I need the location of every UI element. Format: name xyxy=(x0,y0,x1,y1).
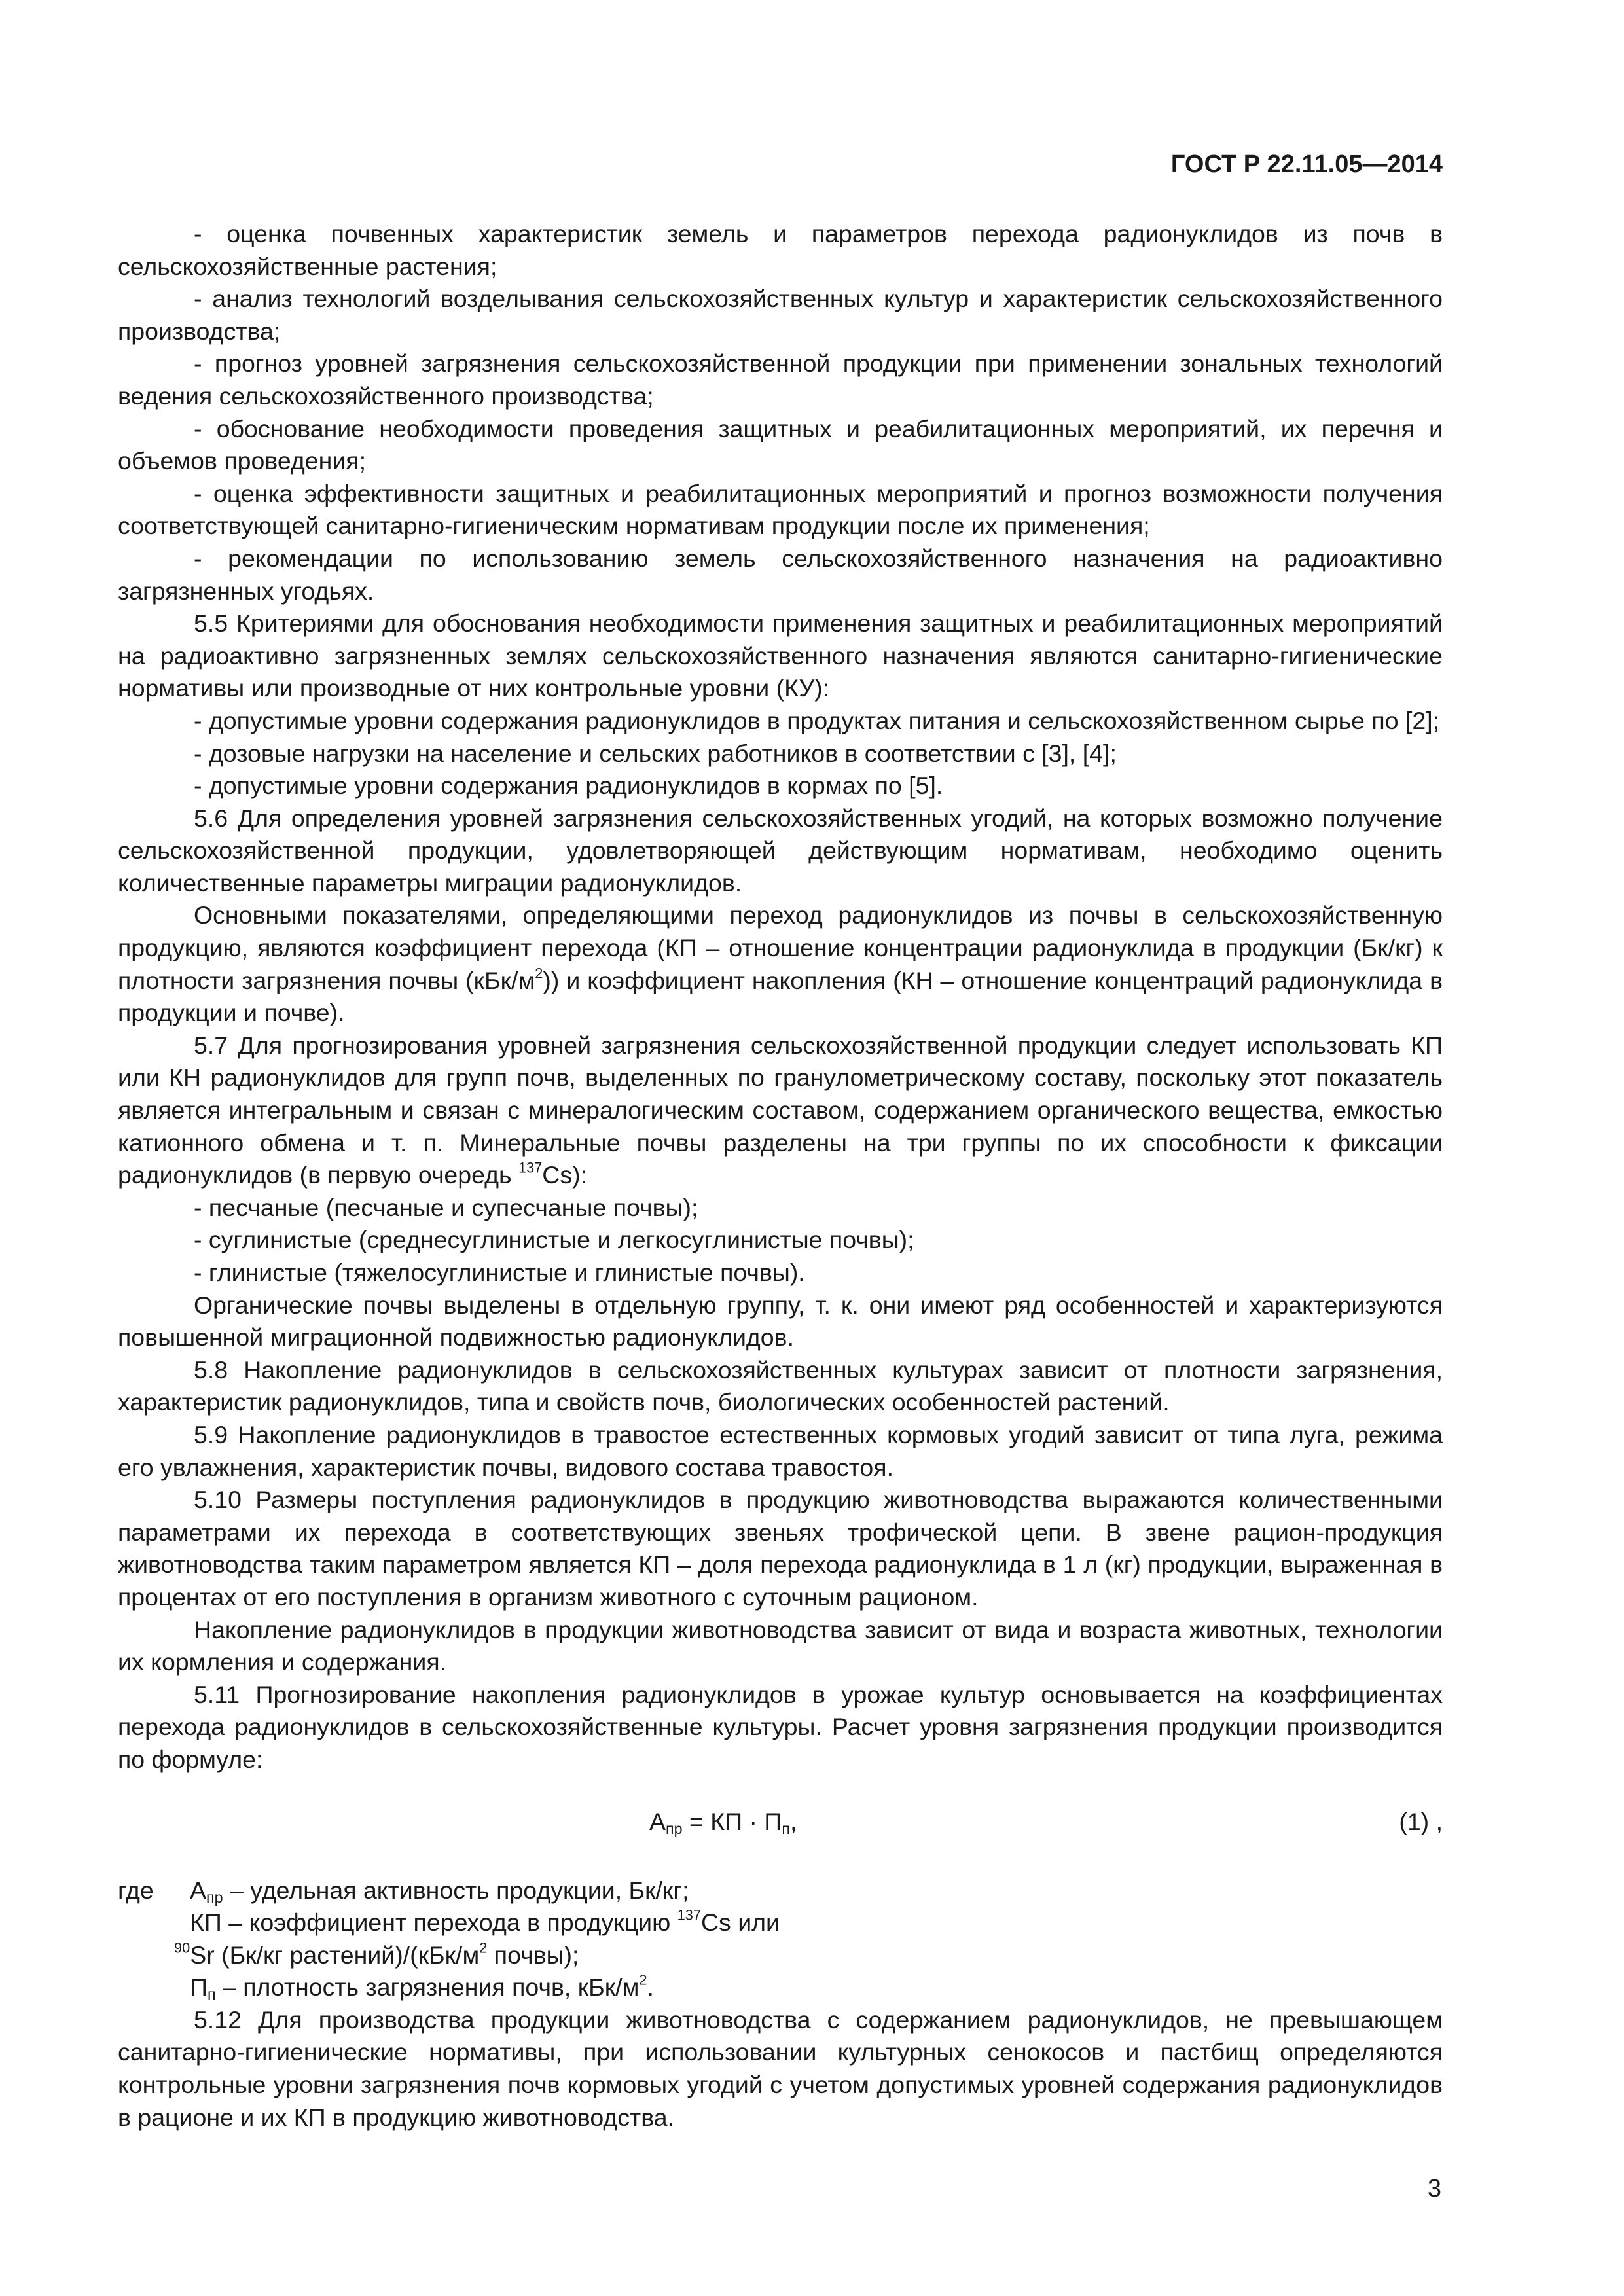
section-5-6-paragraph: 5.6 Для определения уровней загрязнения сельскохозяйственных угодий, на которых возможно получение сельскохозяйственной продукции, удовлетворяющей действующим нормативам, необходимо оценить количественные параметры миграции радионуклидов. xyxy=(118,804,1443,897)
subscript: пр xyxy=(666,1820,683,1837)
legend-text: – удельная активность продукции, Бк/кг; xyxy=(223,1876,689,1904)
legend-text: . xyxy=(647,1973,654,2001)
section-5-9-paragraph: 5.9 Накопление радионуклидов в травостое естественных кормовых угодий зависит от типа луга, режима его увлажнения, характеристик почвы, видового состава травостоя. xyxy=(118,1420,1443,1481)
where-label: где xyxy=(118,1876,154,1904)
section-5-10-paragraph: 5.10 Размеры поступления радионуклидов в продукцию животноводства выражаются количественными параметрами их перехода в соответствующих звеньях трофической цепи. В звене рацион-продукция животноводства таким параметром является КП – доля перехода радионуклида в 1 л (кг) продукции, выраженная в процентах от его поступления в организм животного с суточным рационом. xyxy=(118,1486,1443,1611)
paragraph: - оценка почвенных характеристик земель и параметров перехода радионуклидов из почв в сельскохозяйственные растения; xyxy=(118,220,1443,280)
legend-symbol: П xyxy=(190,1973,208,2001)
legend-line xyxy=(190,1874,1443,1907)
paragraph: - песчаные (песчаные и супесчаные почвы); xyxy=(194,1193,698,1221)
legend-text: – плотность загрязнения почв, кБк/м xyxy=(215,1973,640,2001)
text-run: Основными показателями, определяющими переход радионуклидов из почвы в сельскохозяйственную продукцию, являются коэффициент перехода (КП – отношение концентрации радионуклида в продукции (Бк/кг) к плотности загрязнения почвы (кБк/м xyxy=(118,901,1443,994)
paragraph: - прогноз уровней загрязнения сельскохозяйственной продукции при применении зональных технологий ведения сельскохозяйственного производства; xyxy=(118,350,1443,410)
superscript: 90 xyxy=(174,1939,190,1956)
indicators-paragraph xyxy=(118,899,1443,1029)
paragraph: - обоснование необходимости проведения защитных и реабилитационных мероприятий, их перечня и объемов проведения; xyxy=(118,414,1443,475)
section-5-8-paragraph: 5.8 Накопление радионуклидов в сельскохозяйственных культурах зависит от плотности загрязнения, характеристик радионуклидов, типа и свойств почв, биологических особенностей растений. xyxy=(118,1355,1443,1416)
legend-symbol: А xyxy=(190,1876,207,1904)
section-5-7-paragraph xyxy=(118,1030,1443,1192)
paragraph: - анализ технологий возделывания сельскохозяйственных культур и характеристик сельскохозяйственного производства; xyxy=(118,285,1443,345)
superscript: 2 xyxy=(639,1971,647,1988)
section-5-5-paragraph: 5.5 Критериями для обоснования необходимости применения защитных и реабилитационных мероприятий на радиоактивно загрязненных землях сельскохозяйственного назначения являются санитарно-гигиенические нормативы или производные от них контрольные уровни (КУ): xyxy=(118,609,1443,702)
text-run: Cs): xyxy=(542,1161,588,1189)
legend-text: Cs или xyxy=(700,1909,780,1937)
paragraph: - допустимые уровни содержания радионуклидов в продуктах питания и сельскохозяйственном сырье по [2]; xyxy=(194,706,1440,734)
page-number: 3 xyxy=(1427,2175,1441,2202)
legend-text: почвы); xyxy=(487,1941,579,1969)
paragraph: - рекомендации по использованию земель сельскохозяйственного назначения на радиоактивно загрязненных угодьях. xyxy=(118,544,1443,605)
legend-line xyxy=(190,1907,1443,1939)
paragraph: - дозовые нагрузки на население и сельских работников в соответствии с [3], [4]; xyxy=(194,739,1117,767)
formula-symbol: А xyxy=(649,1807,666,1835)
legend-line xyxy=(190,1971,1443,2004)
text-run: )) и коэффициент накопления (КН – отношение концентраций радионуклида в продукции и почве). xyxy=(118,966,1443,1027)
section-5-11-paragraph: 5.11 Прогнозирование накопления радионуклидов в урожае культур основывается на коэффициентах перехода радионуклидов в сельскохозяйственные культуры. Расчет уровня загрязнения продукции производится по формуле: xyxy=(118,1680,1443,1773)
section-5-12-paragraph: 5.12 Для производства продукции животноводства с содержанием радионуклидов, не превышающем санитарно-гигиенические нормативы, при использовании культурных сенокосов и пастбищ определяются контрольные уровни загрязнения почв кормовых угодий с учетом допустимых уровней содержания радионуклидов в рационе и их КП в продукцию животноводства. xyxy=(118,2005,1443,2131)
superscript: 2 xyxy=(535,965,543,982)
paragraph: - допустимые уровни содержания радионуклидов в кормах по [5]. xyxy=(194,772,943,800)
document-code-header: ГОСТ Р 22.11.05—2014 xyxy=(1170,151,1443,178)
paragraph: - глинистые (тяжелосуглинистые и глинистые почвы). xyxy=(194,1259,805,1286)
formula-row xyxy=(118,1776,1443,1874)
subscript: пр xyxy=(206,1888,223,1906)
superscript: 2 xyxy=(479,1939,488,1956)
subscript: п xyxy=(207,1986,216,2003)
formula-text: = КП · П xyxy=(682,1807,782,1835)
formula-text: , xyxy=(789,1807,797,1835)
legend-text: КП – коэффициент перехода в продукцию xyxy=(190,1909,677,1937)
formula xyxy=(649,1806,797,1839)
paragraph: Органические почвы выделены в отдельную группу, т. к. они имеют ряд особенностей и характеризуются повышенной миграционной подвижностью радионуклидов. xyxy=(118,1291,1443,1352)
superscript: 137 xyxy=(677,1907,701,1924)
formula-number: (1) , xyxy=(1399,1807,1443,1835)
document-body xyxy=(118,218,1443,2134)
paragraph: - суглинистые (среднесуглинистые и легкосуглинистые почвы); xyxy=(194,1226,914,1254)
superscript: 137 xyxy=(518,1159,543,1176)
legend-text: Sr (Бк/кг растений)/(кБк/м xyxy=(190,1941,480,1969)
text-run: 5.7 Для прогнозирования уровней загрязнения сельскохозяйственной продукции следует использовать КП или КН радионуклидов для групп почв, выделенных по гранулометрическому составу, поскольку этот показатель является интегральным и связан с минералогическим составом, содержанием органического вещества, емкостью катионного обмена и т. п. Минеральные почвы разделены на три группы по их способности к фиксации радионуклидов (в первую очередь xyxy=(118,1031,1443,1189)
legend-line xyxy=(174,1939,1443,1972)
formula-legend xyxy=(118,1874,1443,2004)
subscript: п xyxy=(782,1820,790,1837)
paragraph: - оценка эффективности защитных и реабилитационных мероприятий и прогноз возможности получения соответствующей санитарно-гигиеническим нормативам продукции после их применения; xyxy=(118,479,1443,540)
paragraph: Накопление радионуклидов в продукции животноводства зависит от вида и возраста животных, технологии их кормления и содержания. xyxy=(118,1615,1443,1676)
